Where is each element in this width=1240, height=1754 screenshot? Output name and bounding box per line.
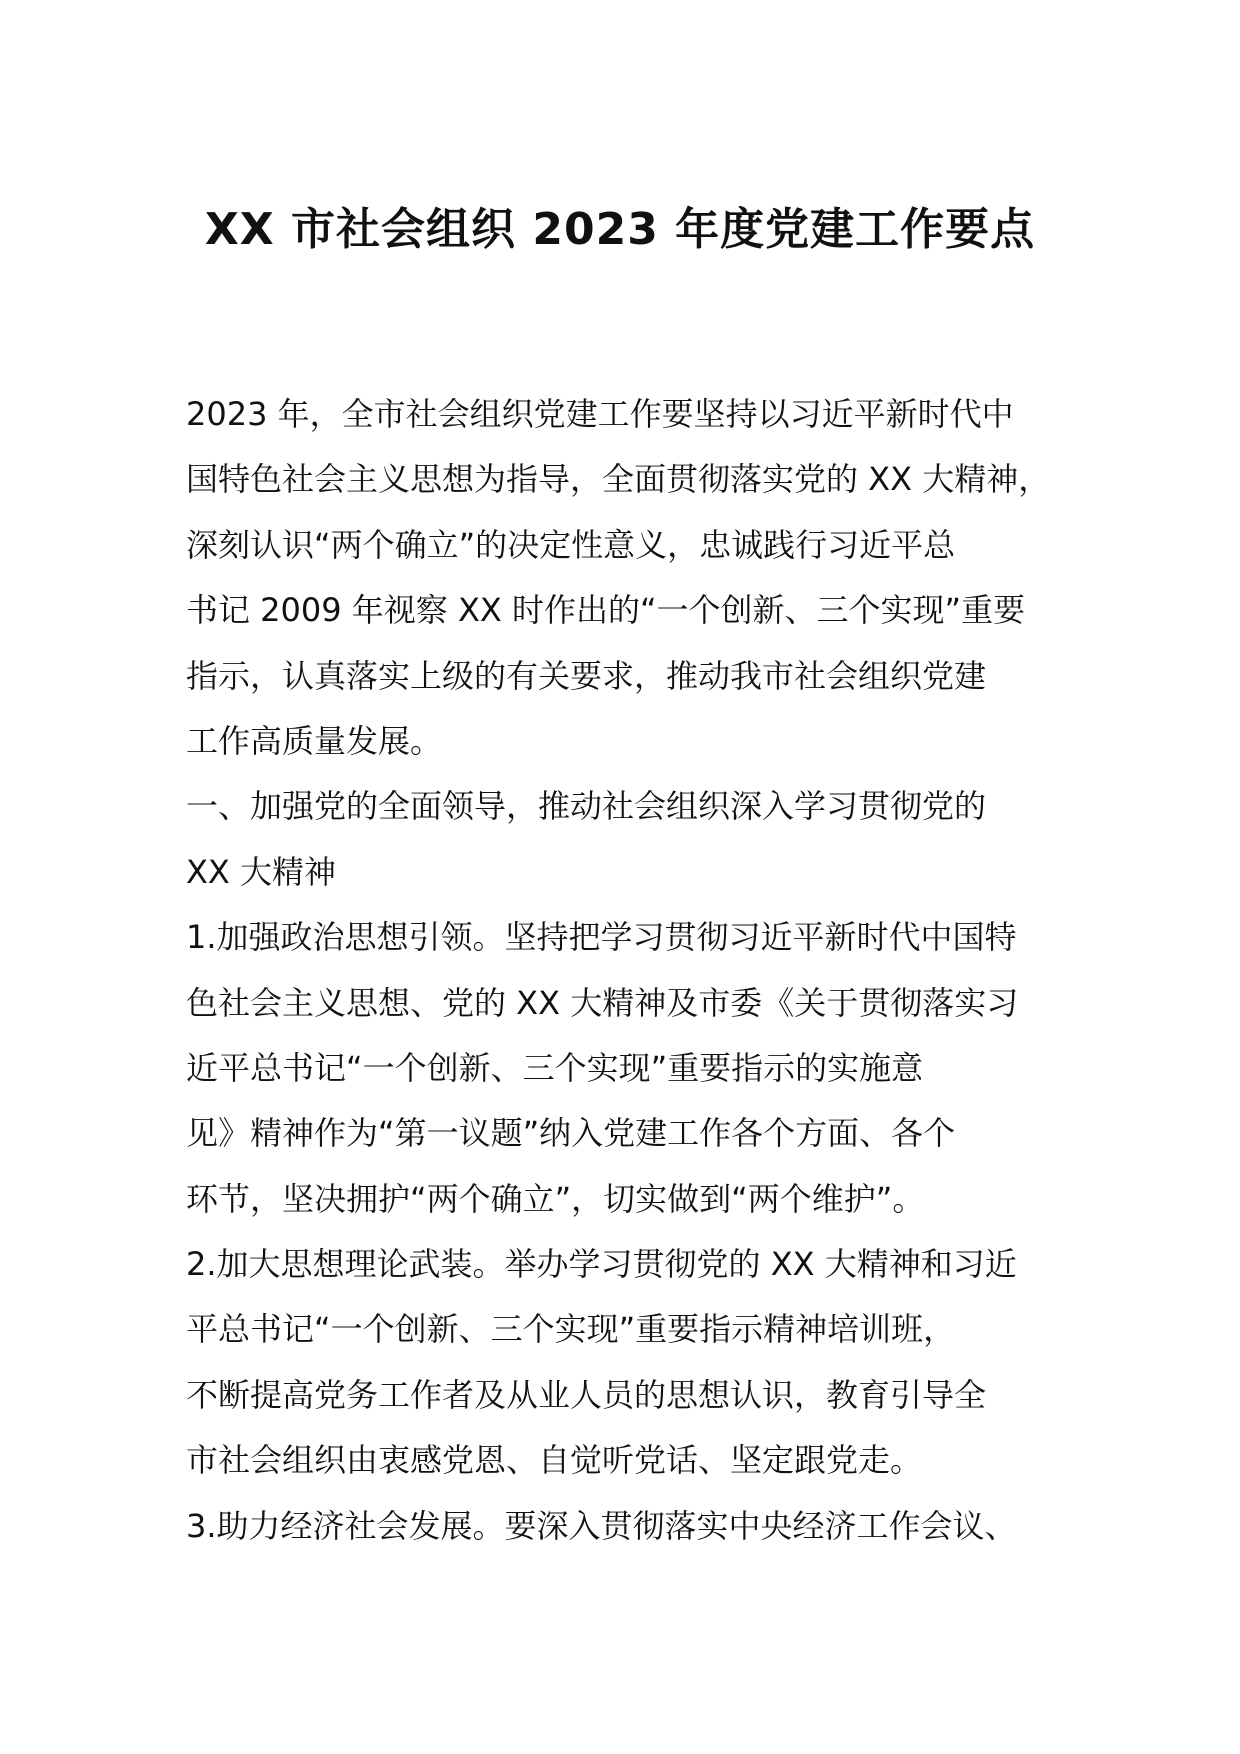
body-line: 深刻认识“两个确立”的决定性意义，忠诚践行习近平总 xyxy=(186,525,956,564)
item-line: 色社会主义思想、党的 XX 大精神及市委《关于贯彻落实习 xyxy=(186,983,1019,1022)
item-line: 1.加强政治思想引领。坚持把学习贯彻习近平新时代中国特 xyxy=(186,918,1017,957)
item-line: 市社会组织由衷感党恩、自觉听党话、坚定跟党走。 xyxy=(186,1441,923,1480)
body-line: 2023 年，全市社会组织党建工作要坚持以习近平新时代中 xyxy=(186,395,1014,433)
item-line: 环节，坚决拥护“两个确立”，切实做到“两个维护”。 xyxy=(186,1179,925,1218)
document-body xyxy=(186,382,1066,1559)
section-heading-line: 一、加强党的全面领导，推动社会组织深入学习贯彻党的 xyxy=(186,787,987,826)
item-line: 3.助力经济社会发展。要深入贯彻落实中央经济工作会议、 xyxy=(186,1506,1017,1545)
item-line: 见》精神作为“第一议题”纳入党建工作各个方面、各个 xyxy=(186,1114,956,1153)
item-line: 2.加大思想理论武装。举办学习贯彻党的 XX 大精神和习近 xyxy=(186,1245,1017,1284)
item-line: 不断提高党务工作者及从业人员的思想认识，教育引导全 xyxy=(186,1375,987,1414)
body-line: 指示，认真落实上级的有关要求，推动我市社会组织党建 xyxy=(186,656,987,695)
document-title: XX 市社会组织 2023 年度党建工作要点 xyxy=(204,204,1036,255)
body-line: 书记 2009 年视察 XX 时作出的“一个创新、三个实现”重要 xyxy=(186,591,1026,630)
item-line: 平总书记“一个创新、三个实现”重要指示精神培训班， xyxy=(186,1310,956,1349)
body-line: 国特色社会主义思想为指导，全面贯彻落实党的 XX 大精神， xyxy=(186,460,1051,499)
body-line: 工作高质量发展。 xyxy=(186,721,443,760)
item-line: 近平总书记“一个创新、三个实现”重要指示的实施意 xyxy=(186,1048,924,1087)
section-heading-line: XX 大精神 xyxy=(186,852,337,891)
